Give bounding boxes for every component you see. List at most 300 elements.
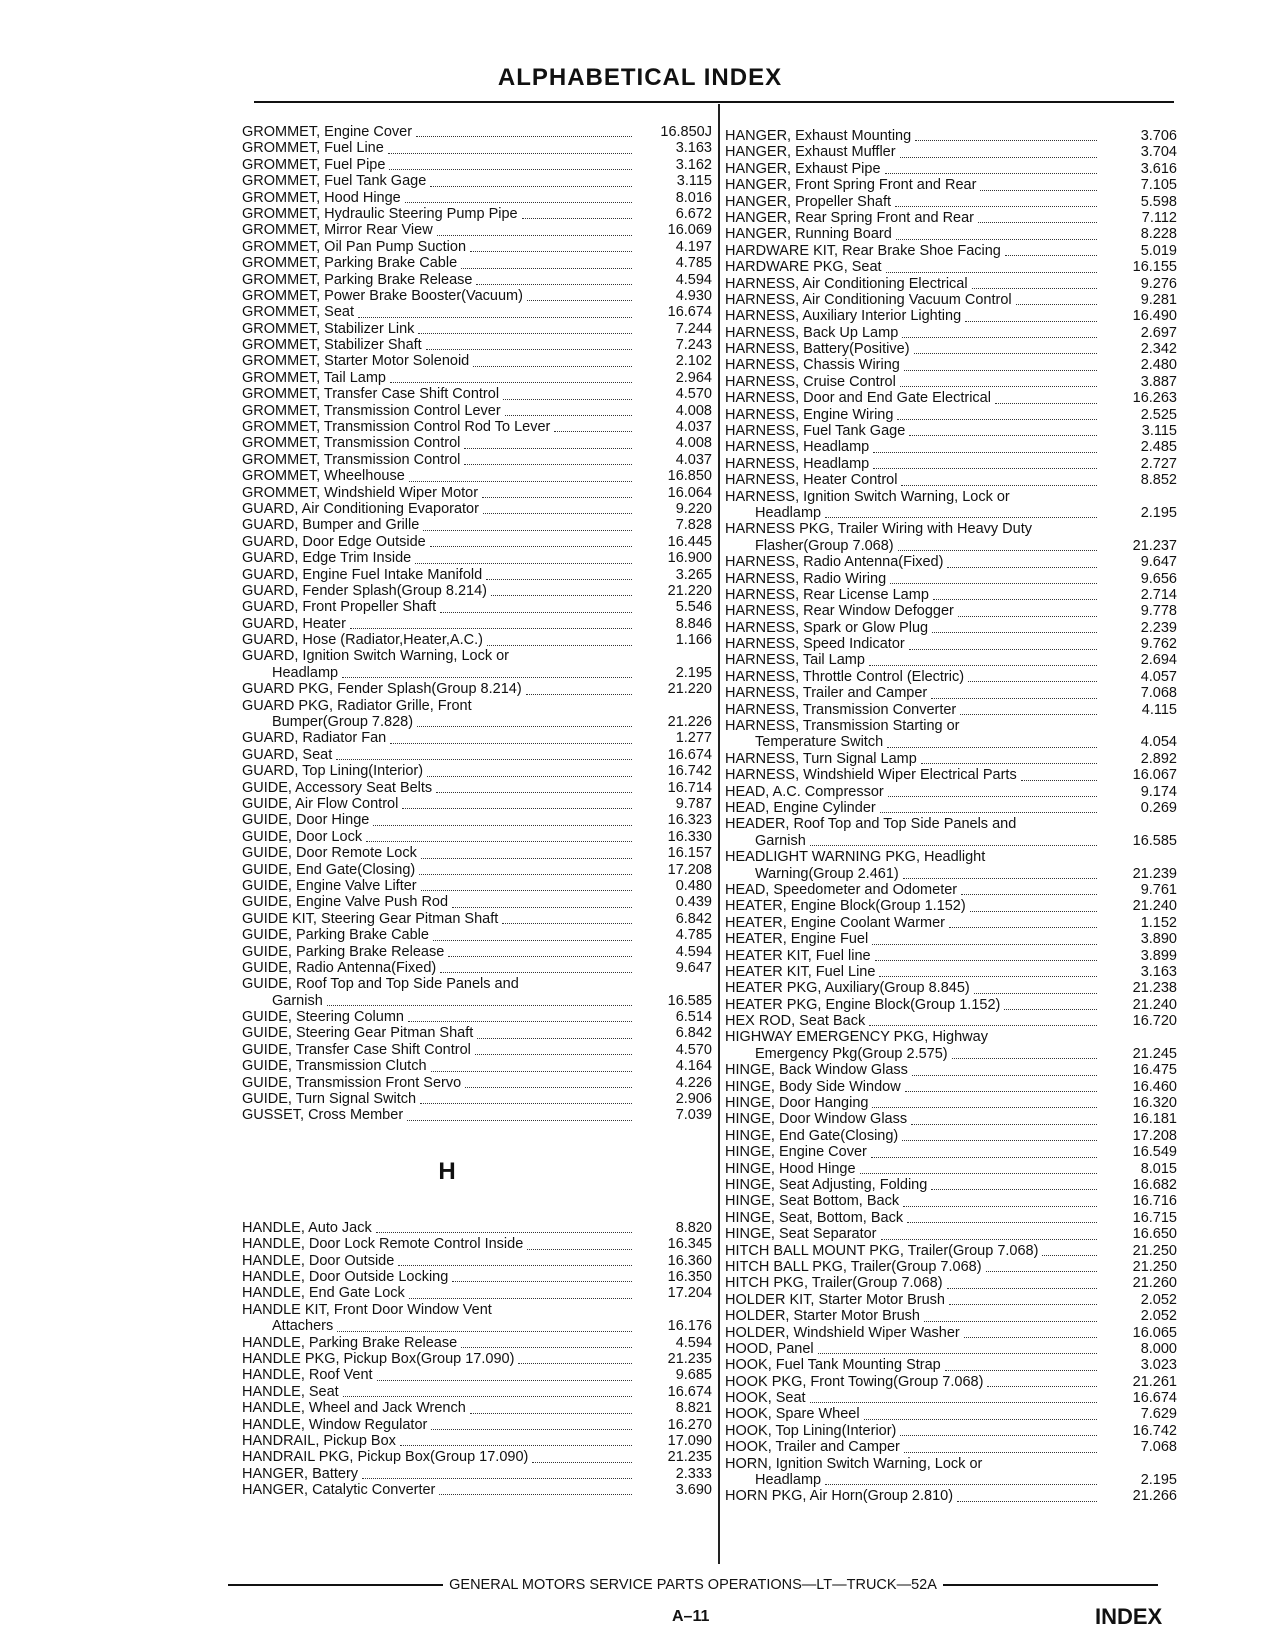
dot-leader bbox=[907, 1221, 1097, 1223]
entry-label: GROMMET, Power Brake Booster(Vacuum) bbox=[242, 287, 523, 304]
index-entry bbox=[242, 1025, 712, 1041]
index-entry bbox=[725, 472, 1177, 488]
entry-number: 7.039 bbox=[675, 1107, 712, 1124]
dot-leader bbox=[526, 693, 632, 695]
entry-label: GROMMET, Engine Cover bbox=[242, 123, 413, 140]
entry-number: 8.846 bbox=[675, 615, 712, 632]
entry-label: HARNESS PKG, Trailer Wiring with Heavy Duty bbox=[725, 521, 1032, 538]
footer-rule-left bbox=[228, 1584, 443, 1586]
entry-label: HINGE, Seat Bottom, Back bbox=[725, 1193, 900, 1210]
entry-label: HARNESS, Fuel Tank Gage bbox=[725, 423, 906, 440]
entry-label: HANGER, Propeller Shaft bbox=[725, 193, 892, 210]
index-entry bbox=[242, 812, 712, 828]
index-entry bbox=[242, 1009, 712, 1025]
index-entry bbox=[242, 157, 712, 173]
index-entry bbox=[725, 1029, 1177, 1045]
index-entry bbox=[725, 210, 1177, 226]
footer-rule-right bbox=[943, 1584, 1158, 1586]
entry-label: GUIDE, End Gate(Closing) bbox=[242, 861, 416, 878]
entry-number: 21.245 bbox=[1132, 1045, 1177, 1062]
index-entry bbox=[242, 944, 712, 960]
entry-number: 0.480 bbox=[675, 877, 712, 894]
dot-leader bbox=[989, 862, 1097, 863]
entry-label: GUIDE, Door Hinge bbox=[242, 812, 370, 829]
index-entry bbox=[242, 1335, 712, 1351]
index-entry bbox=[242, 1367, 712, 1383]
index-entry bbox=[725, 1128, 1177, 1144]
entry-number: 16.445 bbox=[667, 533, 712, 550]
entry-number: 6.842 bbox=[675, 910, 712, 927]
entry-number: 8.228 bbox=[1140, 226, 1177, 243]
entry-number: 4.594 bbox=[675, 271, 712, 288]
index-entry bbox=[242, 993, 712, 1009]
dot-leader bbox=[437, 234, 632, 236]
entry-label: GUIDE, Door Remote Lock bbox=[242, 845, 417, 862]
index-entry bbox=[242, 1042, 712, 1058]
dot-leader bbox=[932, 631, 1097, 633]
entry-label: HANDLE, Parking Brake Release bbox=[242, 1334, 458, 1351]
entry-number: 4.570 bbox=[675, 1041, 712, 1058]
index-entry bbox=[242, 1269, 712, 1285]
entry-number: 16.345 bbox=[667, 1236, 712, 1253]
dot-leader bbox=[873, 451, 1097, 453]
entry-number: 3.023 bbox=[1140, 1357, 1177, 1374]
dot-leader bbox=[992, 1042, 1097, 1043]
dot-leader bbox=[366, 840, 632, 842]
entry-label: GUARD PKG, Radiator Grille, Front bbox=[242, 697, 472, 714]
entry-label: HARNESS, Transmission Converter bbox=[725, 701, 957, 718]
index-entry bbox=[725, 1275, 1177, 1291]
dot-leader bbox=[912, 1074, 1097, 1076]
dot-leader bbox=[389, 168, 632, 170]
index-entry bbox=[242, 501, 712, 517]
entry-number: 2.694 bbox=[1140, 652, 1177, 669]
index-entry bbox=[725, 1423, 1177, 1439]
entry-label: Emergency Pkg(Group 2.575) bbox=[755, 1045, 948, 1062]
column-divider bbox=[718, 104, 720, 1564]
entry-label: HINGE, Seat Separator bbox=[725, 1226, 877, 1243]
dot-leader bbox=[978, 221, 1097, 223]
dot-leader bbox=[902, 336, 1097, 338]
entry-label: GUARD, Radiator Fan bbox=[242, 730, 387, 747]
entry-label: HANDLE, End Gate Lock bbox=[242, 1285, 405, 1302]
dot-leader bbox=[377, 1379, 632, 1381]
entry-label: GUSSET, Cross Member bbox=[242, 1107, 404, 1124]
entry-number: 16.682 bbox=[1132, 1176, 1177, 1193]
dot-leader bbox=[373, 824, 632, 826]
entry-label: Headlamp bbox=[755, 504, 822, 521]
index-list-right bbox=[725, 128, 1177, 1505]
entry-label: HEADER, Roof Top and Top Side Panels and bbox=[725, 816, 1017, 833]
entry-label: HOLDER KIT, Starter Motor Brush bbox=[725, 1291, 945, 1308]
index-entry bbox=[242, 272, 712, 288]
dot-leader bbox=[904, 369, 1097, 371]
dot-leader bbox=[1014, 501, 1097, 502]
entry-number: 1.166 bbox=[675, 632, 712, 649]
index-entry bbox=[725, 603, 1177, 619]
dot-leader bbox=[961, 893, 1097, 895]
dot-leader bbox=[1004, 1008, 1097, 1010]
entry-label: GUIDE KIT, Steering Gear Pitman Shaft bbox=[242, 910, 499, 927]
index-entry bbox=[725, 587, 1177, 603]
dot-leader bbox=[430, 545, 632, 547]
dot-leader bbox=[980, 189, 1097, 191]
entry-label: HEATER, Engine Coolant Warmer bbox=[725, 914, 945, 931]
index-entry bbox=[242, 1091, 712, 1107]
entry-label: HANDLE PKG, Pickup Box(Group 17.090) bbox=[242, 1350, 515, 1367]
entry-number: 3.162 bbox=[675, 156, 712, 173]
index-entry bbox=[725, 669, 1177, 685]
entry-number: 16.069 bbox=[667, 222, 712, 239]
dot-leader bbox=[869, 1024, 1097, 1026]
index-entry bbox=[242, 337, 712, 353]
index-entry bbox=[242, 255, 712, 271]
dot-leader bbox=[1021, 779, 1097, 781]
entry-number: 9.647 bbox=[1140, 554, 1177, 571]
dot-leader bbox=[421, 857, 632, 859]
index-entry bbox=[242, 763, 712, 779]
dot-leader bbox=[911, 1123, 1097, 1125]
entry-label: GUIDE, Steering Gear Pitman Shaft bbox=[242, 1025, 474, 1042]
entry-label: HANDLE, Wheel and Jack Wrench bbox=[242, 1400, 466, 1417]
entry-number: 21.266 bbox=[1132, 1488, 1177, 1505]
index-entry bbox=[725, 1357, 1177, 1373]
index-entry bbox=[725, 800, 1177, 816]
entry-label: GROMMET, Seat bbox=[242, 304, 354, 321]
entry-label: HARNESS, Cruise Control bbox=[725, 373, 896, 390]
entry-label: HARNESS, Battery(Positive) bbox=[725, 341, 910, 358]
entry-number: 16.263 bbox=[1132, 390, 1177, 407]
left-column bbox=[242, 124, 712, 1498]
entry-label: GROMMET, Transfer Case Shift Control bbox=[242, 386, 500, 403]
entry-number: 9.656 bbox=[1140, 570, 1177, 587]
entry-label: HARNESS, Trailer and Camper bbox=[725, 685, 928, 702]
entry-label: HINGE, Door Window Glass bbox=[725, 1111, 908, 1128]
index-entry bbox=[242, 730, 712, 746]
entry-label: HEATER, Engine Fuel bbox=[725, 931, 869, 948]
entry-number: 17.204 bbox=[667, 1285, 712, 1302]
dot-leader bbox=[1020, 829, 1097, 830]
entry-number: 4.037 bbox=[675, 451, 712, 468]
index-entry bbox=[725, 1095, 1177, 1111]
entry-number: 2.052 bbox=[1140, 1308, 1177, 1325]
entry-number: 4.054 bbox=[1140, 734, 1177, 751]
dot-leader bbox=[470, 1412, 632, 1414]
index-entry bbox=[725, 1406, 1177, 1422]
dot-leader bbox=[418, 332, 632, 334]
index-entry bbox=[725, 276, 1177, 292]
dot-leader bbox=[433, 939, 632, 941]
entry-label: HOLDER, Starter Motor Brush bbox=[725, 1308, 920, 1325]
index-entry bbox=[242, 1058, 712, 1074]
entry-number: 16.674 bbox=[667, 746, 712, 763]
entry-number: 9.281 bbox=[1140, 291, 1177, 308]
index-entry bbox=[242, 1107, 712, 1123]
entry-number: 2.697 bbox=[1140, 324, 1177, 341]
index-entry bbox=[242, 829, 712, 845]
index-entry bbox=[242, 206, 712, 222]
entry-number: 21.235 bbox=[667, 1350, 712, 1367]
entry-number: 2.195 bbox=[675, 664, 712, 681]
entry-label: GUARD, Air Conditioning Evaporator bbox=[242, 500, 479, 517]
index-entry bbox=[725, 1111, 1177, 1127]
entry-number: 16.549 bbox=[1132, 1144, 1177, 1161]
dot-leader bbox=[818, 1352, 1097, 1354]
entry-number: 17.090 bbox=[667, 1432, 712, 1449]
entry-number: 2.525 bbox=[1140, 406, 1177, 423]
dot-leader bbox=[945, 1369, 1097, 1371]
dot-leader bbox=[900, 385, 1097, 387]
dot-leader bbox=[872, 1106, 1097, 1108]
dot-leader bbox=[904, 1451, 1097, 1453]
index-entry bbox=[242, 468, 712, 484]
index-entry bbox=[725, 849, 1177, 865]
dot-leader bbox=[957, 1500, 1097, 1502]
entry-number: 1.277 bbox=[675, 730, 712, 747]
index-entry bbox=[725, 390, 1177, 406]
dot-leader bbox=[452, 1280, 632, 1282]
entry-label: HARNESS, Speed Indicator bbox=[725, 636, 905, 653]
entry-label: Headlamp bbox=[272, 664, 339, 681]
index-entry bbox=[725, 1046, 1177, 1062]
entry-label: HEATER KIT, Fuel Line bbox=[725, 963, 876, 980]
entry-number: 7.828 bbox=[675, 517, 712, 534]
entry-number: 2.195 bbox=[1140, 1472, 1177, 1489]
index-entry bbox=[725, 341, 1177, 357]
dot-leader bbox=[503, 398, 632, 400]
index-entry bbox=[242, 780, 712, 796]
dot-leader bbox=[362, 1477, 632, 1479]
index-entry bbox=[725, 980, 1177, 996]
entry-label: HOOD, Panel bbox=[725, 1340, 814, 1357]
index-entry bbox=[725, 1210, 1177, 1226]
entry-label: HORN, Ignition Switch Warning, Lock or bbox=[725, 1455, 983, 1472]
index-entry bbox=[242, 485, 712, 501]
page-number: A–11 bbox=[672, 1608, 710, 1625]
dot-leader bbox=[336, 758, 632, 760]
entry-label: HANGER, Rear Spring Front and Rear bbox=[725, 209, 975, 226]
entry-number: 9.778 bbox=[1140, 603, 1177, 620]
index-entry bbox=[242, 665, 712, 681]
entry-label: GUARD, Fender Splash(Group 8.214) bbox=[242, 582, 487, 599]
dot-leader bbox=[931, 1188, 1097, 1190]
entry-label: HEAD, A.C. Compressor bbox=[725, 783, 884, 800]
entry-label: HANGER, Exhaust Pipe bbox=[725, 160, 881, 177]
entry-label: HARNESS, Engine Wiring bbox=[725, 406, 894, 423]
dot-leader bbox=[405, 201, 632, 203]
entry-number: 16.155 bbox=[1132, 259, 1177, 276]
entry-label: HITCH PKG, Trailer(Group 7.068) bbox=[725, 1275, 943, 1292]
dot-leader bbox=[896, 238, 1097, 240]
entry-label: GROMMET, Hood Hinge bbox=[242, 189, 401, 206]
entry-label: HANDRAIL, Pickup Box bbox=[242, 1432, 396, 1449]
entry-number: 21.237 bbox=[1132, 537, 1177, 554]
index-entry bbox=[242, 452, 712, 468]
entry-label: HIGHWAY EMERGENCY PKG, Highway bbox=[725, 1029, 988, 1046]
index-entry bbox=[725, 194, 1177, 210]
entry-number: 5.546 bbox=[675, 599, 712, 616]
entry-label: HARNESS, Transmission Starting or bbox=[725, 718, 960, 735]
entry-number: 16.065 bbox=[1132, 1324, 1177, 1341]
dot-leader bbox=[409, 1297, 632, 1299]
index-entry bbox=[725, 1177, 1177, 1193]
entry-number: 3.887 bbox=[1140, 373, 1177, 390]
index-entry bbox=[725, 1472, 1177, 1488]
entry-number: 2.892 bbox=[1140, 750, 1177, 767]
entry-label: HANDLE, Seat bbox=[242, 1383, 339, 1400]
entry-number: 16.674 bbox=[1132, 1390, 1177, 1407]
dot-leader bbox=[431, 1428, 632, 1430]
entry-label: HINGE, Hood Hinge bbox=[725, 1160, 856, 1177]
entry-label: Garnish bbox=[272, 992, 323, 1009]
entry-number: 1.152 bbox=[1140, 914, 1177, 931]
index-entry bbox=[725, 1439, 1177, 1455]
entry-number: 21.261 bbox=[1132, 1373, 1177, 1390]
dot-leader bbox=[949, 1303, 1097, 1305]
dot-leader bbox=[416, 135, 632, 137]
index-entry bbox=[242, 386, 712, 402]
dot-leader bbox=[415, 562, 632, 564]
entry-label: HINGE, Door Hanging bbox=[725, 1095, 869, 1112]
dot-leader bbox=[358, 316, 632, 318]
index-entry bbox=[725, 636, 1177, 652]
dot-leader bbox=[972, 287, 1097, 289]
entry-number: 16.585 bbox=[1132, 832, 1177, 849]
index-entry bbox=[725, 1226, 1177, 1242]
entry-number: 21.238 bbox=[1132, 980, 1177, 997]
index-entry bbox=[242, 796, 712, 812]
dot-leader bbox=[888, 795, 1097, 797]
dot-leader bbox=[522, 217, 632, 219]
dot-leader bbox=[465, 1086, 632, 1088]
section-label: INDEX bbox=[1095, 1604, 1163, 1629]
entry-label: HEX ROD, Seat Back bbox=[725, 1013, 866, 1030]
entry-number: 16.714 bbox=[667, 779, 712, 796]
index-entry bbox=[725, 357, 1177, 373]
entry-label: GROMMET, Fuel Line bbox=[242, 140, 384, 157]
dot-leader bbox=[439, 1493, 632, 1495]
entry-label: HANGER, Catalytic Converter bbox=[242, 1482, 436, 1499]
entry-number: 4.057 bbox=[1140, 668, 1177, 685]
entry-number: 3.706 bbox=[1140, 127, 1177, 144]
entry-number: 16.742 bbox=[1132, 1422, 1177, 1439]
dot-leader bbox=[1016, 303, 1097, 305]
dot-leader bbox=[407, 1119, 632, 1121]
index-entry bbox=[725, 144, 1177, 160]
dot-leader bbox=[470, 250, 632, 252]
entry-number: 4.008 bbox=[675, 402, 712, 419]
entry-label: HANGER, Exhaust Mounting bbox=[725, 127, 912, 144]
dot-leader bbox=[475, 1053, 632, 1055]
dot-leader bbox=[420, 1102, 632, 1104]
index-entry bbox=[242, 960, 712, 976]
index-entry bbox=[242, 599, 712, 615]
entry-number: 16.320 bbox=[1132, 1095, 1177, 1112]
index-entry bbox=[725, 1374, 1177, 1390]
entry-number: 21.250 bbox=[1132, 1258, 1177, 1275]
dot-leader bbox=[402, 807, 632, 809]
entry-number: 3.163 bbox=[675, 140, 712, 157]
dot-leader bbox=[342, 676, 632, 678]
dot-leader bbox=[527, 299, 632, 301]
entry-number: 7.244 bbox=[675, 320, 712, 337]
entry-number: 2.964 bbox=[675, 369, 712, 386]
index-entry bbox=[725, 226, 1177, 242]
entry-number: 16.323 bbox=[667, 812, 712, 829]
entry-label: GROMMET, Starter Motor Solenoid bbox=[242, 353, 470, 370]
entry-label: HANGER, Front Spring Front and Rear bbox=[725, 177, 977, 194]
entry-label: GROMMET, Wheelhouse bbox=[242, 468, 405, 485]
entry-number: 8.015 bbox=[1140, 1160, 1177, 1177]
entry-number: 4.197 bbox=[675, 238, 712, 255]
entry-number: 6.672 bbox=[675, 205, 712, 222]
entry-label: HARNESS, Headlamp bbox=[725, 439, 870, 456]
entry-label: HARNESS, Tail Lamp bbox=[725, 652, 865, 669]
index-entry bbox=[242, 1482, 712, 1498]
dot-leader bbox=[426, 348, 632, 350]
index-entry bbox=[242, 534, 712, 550]
entry-label: HINGE, Back Window Glass bbox=[725, 1062, 908, 1079]
dot-leader bbox=[430, 185, 632, 187]
index-entry bbox=[242, 583, 712, 599]
dot-leader bbox=[873, 467, 1097, 469]
index-entry bbox=[242, 403, 712, 419]
entry-number: 2.102 bbox=[675, 353, 712, 370]
entry-label: HANDLE, Auto Jack bbox=[242, 1219, 372, 1236]
dot-leader bbox=[987, 1385, 1097, 1387]
entry-label: HANGER, Battery bbox=[242, 1465, 359, 1482]
entry-label: GUIDE, Radio Antenna(Fixed) bbox=[242, 959, 437, 976]
dot-leader bbox=[440, 971, 632, 973]
index-entry bbox=[725, 751, 1177, 767]
entry-label: GROMMET, Transmission Control Lever bbox=[242, 402, 501, 419]
entry-number: 4.785 bbox=[675, 927, 712, 944]
dot-leader bbox=[974, 992, 1097, 994]
entry-label: GUARD, Ignition Switch Warning, Lock or bbox=[242, 648, 510, 665]
dot-leader bbox=[960, 713, 1097, 715]
entry-number: 3.115 bbox=[1141, 423, 1177, 440]
dot-leader bbox=[431, 1070, 632, 1072]
dot-leader bbox=[350, 627, 632, 629]
entry-number: 4.594 bbox=[675, 1334, 712, 1351]
entry-number: 16.475 bbox=[1132, 1062, 1177, 1079]
entry-number: 4.008 bbox=[675, 435, 712, 452]
dot-leader bbox=[881, 1238, 1097, 1240]
dot-leader bbox=[810, 844, 1097, 846]
entry-label: HANDLE, Window Regulator bbox=[242, 1416, 428, 1433]
entry-label: GUARD, Hose (Radiator,Heater,A.C.) bbox=[242, 632, 483, 649]
entry-number: 3.115 bbox=[676, 173, 712, 190]
entry-label: HARNESS, Auxiliary Interior Lighting bbox=[725, 308, 962, 325]
entry-label: GUARD, Engine Fuel Intake Manifold bbox=[242, 566, 483, 583]
entry-label: HOOK, Spare Wheel bbox=[725, 1406, 860, 1423]
index-entry bbox=[725, 997, 1177, 1013]
entry-number: 9.762 bbox=[1140, 636, 1177, 653]
entry-label: GUARD, Bumper and Grille bbox=[242, 517, 420, 534]
index-entry bbox=[242, 419, 712, 435]
index-entry bbox=[725, 784, 1177, 800]
entry-label: GROMMET, Transmission Control bbox=[242, 451, 461, 468]
entry-number: 8.016 bbox=[675, 189, 712, 206]
dot-leader bbox=[964, 730, 1098, 731]
entry-number: 16.742 bbox=[667, 763, 712, 780]
index-entry bbox=[725, 866, 1177, 882]
index-entry bbox=[242, 878, 712, 894]
index-entry bbox=[725, 423, 1177, 439]
entry-label: HARNESS, Back Up Lamp bbox=[725, 324, 899, 341]
entry-number: 16.850 bbox=[667, 468, 712, 485]
dot-leader bbox=[970, 910, 1097, 912]
